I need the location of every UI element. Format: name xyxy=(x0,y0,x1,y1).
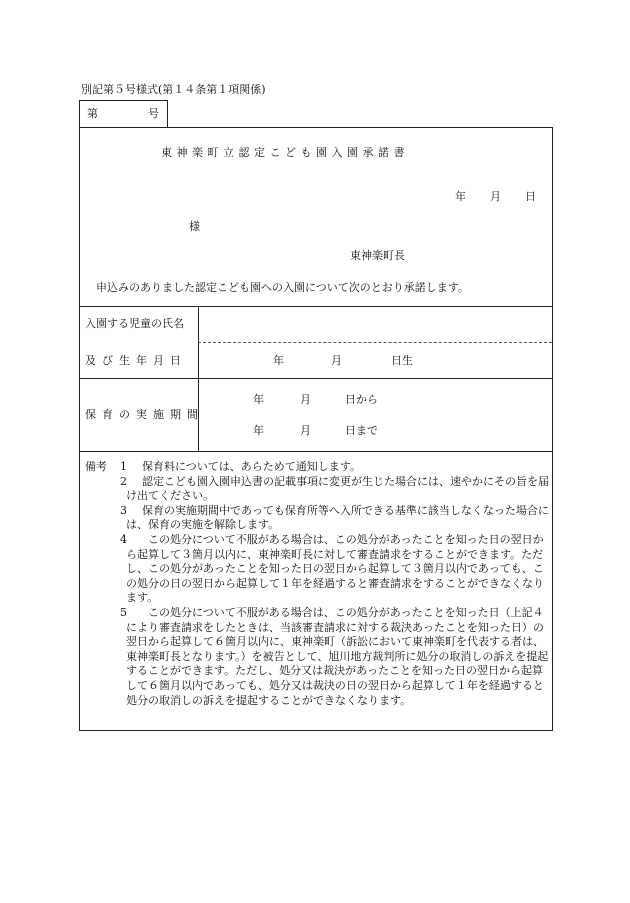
note-text: この処分について不服がある場合は、この処分があったことを知った日の翌日から起算して３箇月以内に、東神楽町長に対して審査請求をすることができます。ただし、この処分があったことを知った日の翌日から起算して３箇月以内であっても、この処分の日の翌日から起算して１年を経過すると審査請求をすることができなくなります。 xyxy=(126,532,544,605)
number-prefix: 第 xyxy=(87,107,98,120)
note-text: 保育の実施期間中であっても保育所等へ入所できる基準に該当しなくなった場合には、保育の実施を解除します。 xyxy=(126,503,549,532)
note-text: 認定こども園入園申込書の記載事項に変更が生じた場合には、速やかにその旨を届け出てください。 xyxy=(126,474,549,503)
note-number: 2 xyxy=(120,474,127,488)
row-divider xyxy=(79,378,553,379)
addressee-suffix: 様 xyxy=(189,220,200,233)
period-label: 保育の実施期間 xyxy=(85,408,204,421)
form-reference: 別記第５号様式(第１４条第１項関係) xyxy=(81,83,266,96)
note-number: 3 xyxy=(120,503,127,517)
issuer-name: 東神楽町長 xyxy=(350,249,405,262)
note-item xyxy=(81,606,551,708)
note-number: 4 xyxy=(120,532,127,546)
document-title: 東神楽町立認定こども園入園承諾書 xyxy=(161,146,409,159)
note-item xyxy=(81,533,551,606)
number-suffix: 号 xyxy=(148,107,159,120)
period-from-suffix: 日から xyxy=(345,393,378,406)
birthdate-label: 及び生年月日 xyxy=(85,354,187,367)
birth-month: 月 xyxy=(331,354,342,367)
date-month: 月 xyxy=(490,190,501,203)
birth-day-suffix: 日生 xyxy=(391,354,413,367)
table-top-line xyxy=(79,306,553,307)
period-to-year: 年 xyxy=(253,424,264,437)
note-text: 保育料については、あらためて通知します。 xyxy=(142,460,361,473)
note-number: 5 xyxy=(120,605,127,619)
note-item xyxy=(81,504,551,533)
period-from-year: 年 xyxy=(253,393,264,406)
name-birth-divider xyxy=(198,342,552,343)
note-item xyxy=(81,475,551,504)
note-item xyxy=(81,460,551,475)
notes-top-line xyxy=(79,451,553,452)
period-from-month: 月 xyxy=(300,393,311,406)
date-day: 日 xyxy=(525,190,536,203)
note-text: この処分について不服がある場合は、この処分があったことを知った日（上記４により審査請求をしたときは、当該審査請求に対する裁決あったことを知った日）の翌日から起算して６箇月以内に、東神楽町（訴訟において東神楽町を代表する者は、東神楽町長となります。）を被告として、旭川地方裁判所に処分の取消しの訴えを提起することができます。ただし、処分又は裁決があったことを知った日の翌日から起算して６箇月以内であっても、処分又は裁決の日の翌日から起算して１年を経過すると処分の取消しの訴えを提起することができなくなります。 xyxy=(126,605,549,707)
child-name-label: 入園する児童の氏名 xyxy=(85,317,184,330)
intro-text: 申込みのありました認定こども園への入園について次のとおり承諾します。 xyxy=(96,281,469,294)
period-to-suffix: 日まで xyxy=(345,424,378,437)
birth-year: 年 xyxy=(273,354,284,367)
note-number: 1 xyxy=(120,460,127,473)
notes-heading: 備考 xyxy=(85,460,107,473)
period-to-month: 月 xyxy=(300,424,311,437)
date-year: 年 xyxy=(455,190,466,203)
notes-section xyxy=(81,460,551,708)
